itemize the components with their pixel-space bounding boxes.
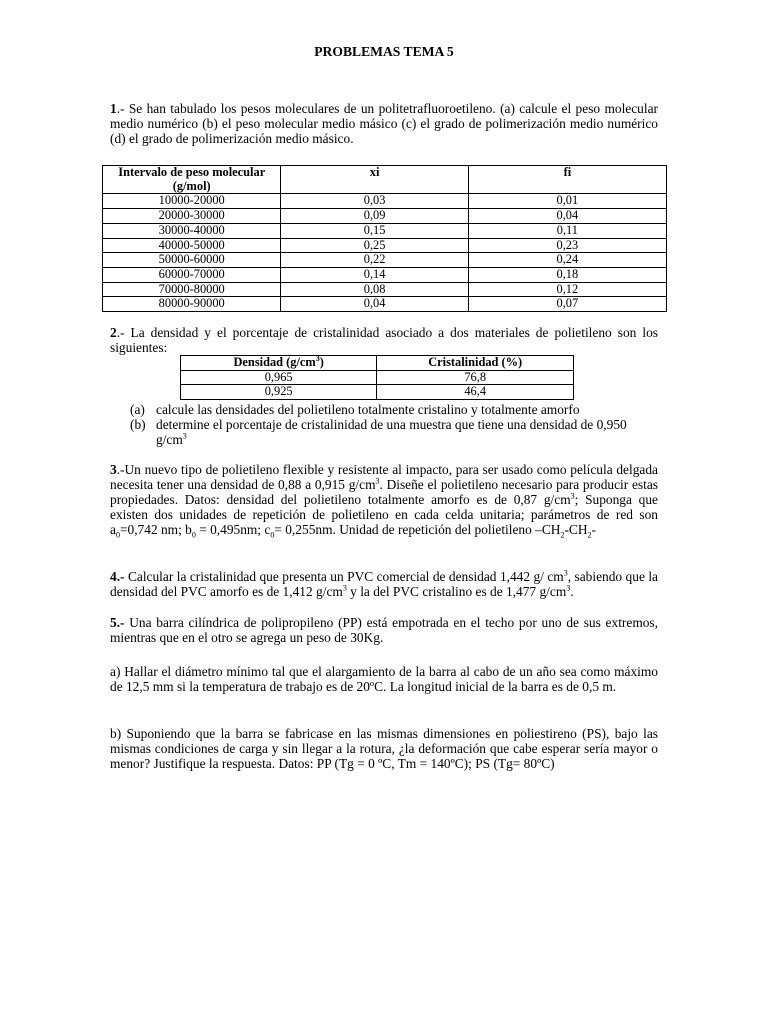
header-fi: fi <box>468 166 666 194</box>
table-row <box>181 370 574 385</box>
table-row <box>103 297 667 312</box>
cell-xi: 0,08 <box>281 282 468 297</box>
cell-fi: 0,23 <box>468 238 666 253</box>
cell-density: 0,925 <box>181 385 377 400</box>
cell-density: 0,965 <box>181 370 377 385</box>
problem-2-number: 2 <box>110 325 117 340</box>
table-row <box>103 209 667 224</box>
header-density: Densidad $(g/cm^3)$ <box>181 356 377 371</box>
table-row <box>103 282 667 297</box>
cell-fi: 0,01 <box>468 194 666 209</box>
cell-crystallinity: 76,8 <box>377 370 574 385</box>
problem-3: 3.-Un nuevo tipo de polietileno flexible y resistente al impacto, para ser usado como película delgada necesita tener una densidad de 0,88 a 0,915 $g/cm^3$. Diseñe el polietileno necesario para producir estas propiedades. Datos: densidad del polietileno totalmente amorfo es de 0,87 $g/cm^3$; Suponga que existen dos unidades de repetición de polietileno en cada celda unitaria; parámetros de red son $a_0=0,742$ nm; $b_0 = 0,495nm$; $c_0= 0,255nm$. Unidad de repetición del polietileno $-CH_2-CH_2-$ <box>110 462 658 540</box>
cell-fi: 0,11 <box>468 223 666 238</box>
problem-2-text: .- La densidad y el porcentaje de cristalinidad asociado a dos materiales de polietileno son los siguientes: <box>110 325 658 355</box>
density-crystallinity-table <box>180 355 574 400</box>
cell-fi: 0,24 <box>468 253 666 268</box>
problem-2-subitems <box>130 402 660 447</box>
cell-xi: 0,22 <box>281 253 468 268</box>
cell-interval: 20000-30000 <box>103 209 281 224</box>
list-item: (a) calcule las densidades del polietileno totalmente cristalino y totalmente amorfo <box>130 402 580 417</box>
table-row <box>181 385 574 400</box>
cell-interval: 10000-20000 <box>103 194 281 209</box>
cell-xi: 0,14 <box>281 267 468 282</box>
cell-xi: 0,25 <box>281 238 468 253</box>
header-crystallinity: Cristalinidad (%) <box>377 356 574 371</box>
cell-fi: 0,07 <box>468 297 666 312</box>
header-interval: Intervalo de peso molecular (g/mol) <box>103 166 281 194</box>
cell-xi: 0,15 <box>281 223 468 238</box>
cell-xi: 0,04 <box>281 297 468 312</box>
cell-xi: 0,09 <box>281 209 468 224</box>
problem-1-number: 1 <box>110 101 117 116</box>
table-row <box>103 238 667 253</box>
cell-interval: 30000-40000 <box>103 223 281 238</box>
problem-5b: b) Suponiendo que la barra se fabricase en las mismas dimensiones en poliestireno (PS), bajo las mismas condiciones de carga y sin llegar a la rotura, ¿la deformación que cabe esperar sería mayor o menor? Justifique la respuesta. Datos: PP (Tg = 0 ºC, Tm = 140ºC); PS (Tg= 80ºC) <box>110 726 658 771</box>
problem-5: 5.- Una barra cilíndrica de polipropileno (PP) está empotrada en el techo por uno de sus extremos, mientras que en el otro se agrega un peso de 30Kg. <box>110 615 658 645</box>
table-row <box>103 267 667 282</box>
cell-xi: 0,03 <box>281 194 468 209</box>
cell-interval: 60000-70000 <box>103 267 281 282</box>
table-header-row <box>181 356 574 371</box>
table-row <box>103 253 667 268</box>
cell-fi: 0,12 <box>468 282 666 297</box>
problem-5a: a) Hallar el diámetro mínimo tal que el alargamiento de la barra al cabo de un año sea como máximo de 12,5 mm si la temperatura de trabajo es de 20ºC. La longitud inicial de la barra es de 0,5 m. <box>110 664 658 694</box>
header-xi: xi <box>281 166 468 194</box>
cell-fi: 0,18 <box>468 267 666 282</box>
page-title: PROBLEMAS TEMA 5 <box>314 44 454 59</box>
cell-interval: 80000-90000 <box>103 297 281 312</box>
problem-1 <box>110 101 658 146</box>
molecular-weight-table <box>102 165 667 312</box>
cell-interval: 50000-60000 <box>103 253 281 268</box>
table-row <box>103 223 667 238</box>
list-item: (b) determine el porcentaje de cristalinidad de una muestra que tiene una densidad de 0,950 $g/cm^3$ <box>130 417 627 447</box>
problem-1-text: .- Se han tabulado los pesos moleculares de un politetrafluoroetileno. (a) calcule el peso molecular medio numérico (b) el peso molecular medio másico (c) el grado de polimerización medio numérico (d) el grado de polimerización medio másico. <box>110 101 658 146</box>
table-header-row <box>103 166 667 194</box>
problem-4: 4.- Calcular la cristalinidad que presenta un PVC comercial de densidad 1,442 g/ $cm^3$, sabiendo que la densidad del PVC amorfo es de 1,412 $g/cm^3$ y la del PVC cristalino es de 1,477 $g/cm^3$. <box>110 568 658 599</box>
cell-crystallinity: 46,4 <box>377 385 574 400</box>
cell-interval: 40000-50000 <box>103 238 281 253</box>
cell-fi: 0,04 <box>468 209 666 224</box>
problem-2 <box>110 325 658 355</box>
cell-interval: 70000-80000 <box>103 282 281 297</box>
table-row <box>103 194 667 209</box>
